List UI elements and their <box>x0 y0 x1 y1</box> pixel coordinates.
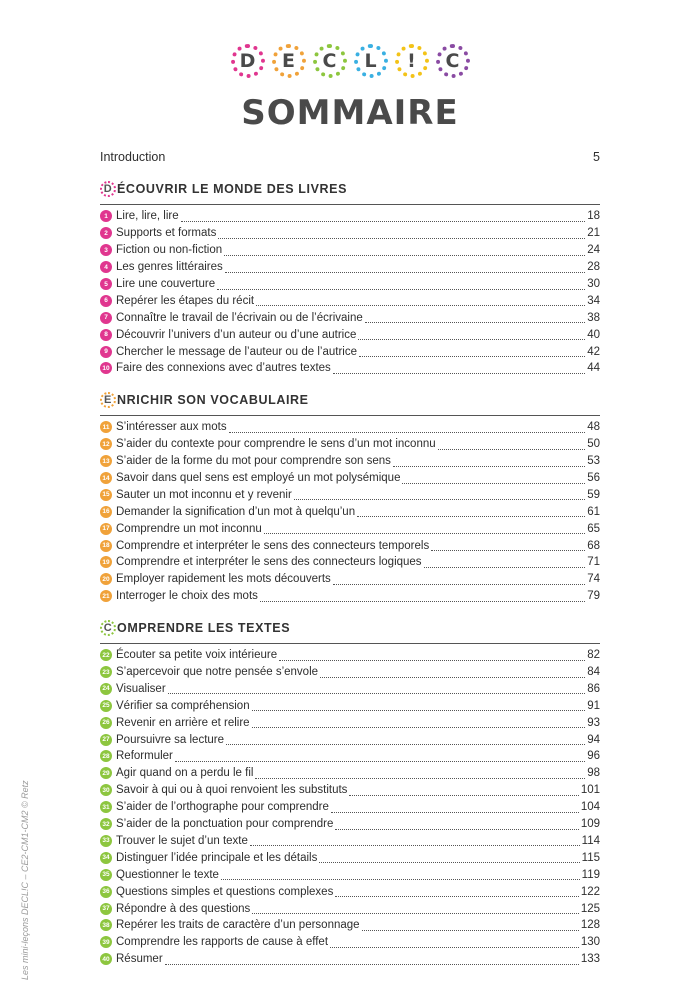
sections <box>100 178 600 968</box>
entry-label: S’aider de l’orthographe pour comprendre <box>116 801 329 814</box>
dot-leader <box>221 869 580 880</box>
entry-page: 24 <box>587 244 600 257</box>
entry-number-badge: 38 <box>100 919 112 931</box>
entry-number-badge: 2 <box>100 227 112 239</box>
entry-label: S’aider de la forme du mot pour comprendre son sens <box>116 455 391 468</box>
toc-entry <box>100 520 600 537</box>
section-divider <box>100 643 600 644</box>
toc-entry <box>100 537 600 554</box>
section-title: ÉCOUVRIR LE MONDE DES LIVRES <box>117 182 348 196</box>
entry-page: 109 <box>580 818 600 831</box>
dot-leader <box>333 574 585 585</box>
toc-entry <box>100 816 600 833</box>
logo-letter-badge <box>354 44 388 78</box>
toc-entry <box>100 470 600 487</box>
entry-page: 18 <box>587 210 600 223</box>
entry-page: 68 <box>587 539 600 552</box>
toc-entry <box>100 343 600 360</box>
entry-number-badge: 39 <box>100 936 112 948</box>
entry-number-badge: 9 <box>100 346 112 358</box>
intro-page: 5 <box>593 150 600 164</box>
entry-page: 30 <box>587 278 600 290</box>
intro-entry <box>100 148 600 166</box>
dot-leader <box>279 650 585 661</box>
entry-page: 38 <box>587 311 600 324</box>
entry-number-badge: 15 <box>100 489 112 501</box>
entry-label: Distinguer l’idée principale et les détails <box>116 851 318 864</box>
entry-page: 21 <box>587 227 600 240</box>
entry-number-badge: 21 <box>100 590 112 602</box>
toc-entry <box>100 833 600 850</box>
entry-number-badge: 32 <box>100 818 112 830</box>
logo-letter: E <box>277 49 301 73</box>
copyright-sidebar: Les mini-leçons DECL!C – CE2-CM1-CM2 © Retz <box>20 780 30 980</box>
entry-number-badge: 8 <box>100 329 112 341</box>
toc-entry <box>100 486 600 503</box>
entry-page: 61 <box>587 505 600 518</box>
dot-leader <box>330 937 579 948</box>
logo-letter-badge <box>395 44 429 78</box>
dot-leader <box>218 228 585 239</box>
entry-number-badge: 26 <box>100 717 112 729</box>
dot-leader <box>359 346 585 357</box>
section-title: NRICHIR SON VOCABULAIRE <box>117 392 309 407</box>
dot-leader <box>358 329 585 340</box>
entry-label: Visualiser <box>116 682 166 695</box>
entry-label: Comprendre les rapports de cause à effet <box>116 936 329 949</box>
logo-letter: D <box>236 49 260 73</box>
section-heading <box>100 617 600 639</box>
toc-entry <box>100 225 600 242</box>
entry-page: 104 <box>580 801 600 814</box>
entry-number-badge: 22 <box>100 649 112 661</box>
entry-page: 82 <box>587 649 600 662</box>
toc-entry <box>100 292 600 309</box>
toc-entry <box>100 571 600 588</box>
dot-leader <box>165 954 579 965</box>
dot-leader <box>252 717 586 728</box>
entry-label: Comprendre un mot inconnu <box>116 522 262 535</box>
toc-entry <box>100 588 600 605</box>
toc-entry <box>100 309 600 326</box>
entry-page: 122 <box>580 885 600 898</box>
entry-label: Questionner le texte <box>116 868 219 881</box>
entry-number-badge: 4 <box>100 261 112 273</box>
entry-page: 34 <box>587 294 600 307</box>
entry-label: Poursuivre sa lecture <box>116 733 225 746</box>
toc-entry <box>100 680 600 697</box>
toc-entry <box>100 951 600 968</box>
dot-leader <box>252 700 586 711</box>
dot-leader <box>225 262 585 273</box>
entry-page: 48 <box>587 421 600 434</box>
page-title: SOMMAIRE <box>241 93 459 133</box>
dot-leader <box>294 489 585 500</box>
logo-letter: ! <box>400 49 424 73</box>
entry-number-badge: 3 <box>100 244 112 256</box>
toc-entry <box>100 748 600 765</box>
entry-label: Savoir à qui ou à quoi renvoient les substituts <box>116 784 348 797</box>
logo-letter-badge <box>272 44 306 78</box>
table-of-contents <box>100 148 600 968</box>
section-letter-badge: E <box>100 392 116 408</box>
entry-label: Fiction ou non-fiction <box>116 244 223 257</box>
entry-number-badge: 29 <box>100 767 112 779</box>
toc-entry <box>100 714 600 731</box>
toc-entry <box>100 208 600 225</box>
entry-number-badge: 24 <box>100 683 112 695</box>
dot-leader <box>393 456 585 467</box>
entry-label: Connaître le travail de l’écrivain ou de l’écrivaine <box>116 311 363 324</box>
toc-entry <box>100 849 600 866</box>
dot-leader <box>168 683 586 694</box>
section-heading <box>100 178 600 200</box>
entry-label: Lire une couverture <box>116 278 216 290</box>
entry-page: 114 <box>581 834 600 847</box>
entry-label: Vérifier sa compréhension <box>116 699 250 712</box>
entry-label: Chercher le message de l’auteur ou de l’autrice <box>116 345 357 358</box>
entry-label: Trouver le sujet d’un texte <box>116 834 248 847</box>
toc-entry <box>100 934 600 951</box>
entry-label: Découvrir l’univers d’un auteur ou d’une autrice <box>116 328 357 341</box>
dot-leader <box>349 785 578 796</box>
entry-page: 42 <box>587 345 600 358</box>
entry-page: 84 <box>587 666 600 679</box>
entry-label: Les genres littéraires <box>116 261 223 274</box>
entry-label: Comprendre et interpréter le sens des connecteurs temporels <box>116 539 430 552</box>
entry-number-badge: 12 <box>100 438 112 450</box>
entry-page: 98 <box>587 767 600 780</box>
entry-page: 50 <box>587 438 600 451</box>
entry-page: 96 <box>587 750 600 763</box>
entry-label: Revenir en arrière et relire <box>116 716 250 729</box>
toc-entry <box>100 765 600 782</box>
entry-number-badge: 6 <box>100 295 112 307</box>
dot-leader <box>229 422 586 433</box>
entry-page: 44 <box>587 362 600 375</box>
entry-page: 56 <box>587 472 600 485</box>
section-title: OMPRENDRE LES TEXTES <box>117 620 291 635</box>
section-letter-badge: C <box>100 620 116 636</box>
entry-label: Lire, lire, lire <box>116 210 179 223</box>
entry-number-badge: 1 <box>100 210 112 222</box>
toc-entry <box>100 900 600 917</box>
entry-page: 133 <box>580 953 600 966</box>
entry-page: 128 <box>580 919 600 932</box>
entry-number-badge: 14 <box>100 472 112 484</box>
toc-entry <box>100 917 600 934</box>
entry-number-badge: 5 <box>100 278 112 290</box>
dot-leader <box>260 591 585 602</box>
declic-logo <box>0 44 700 78</box>
dot-leader <box>438 439 586 450</box>
entry-page: 91 <box>587 699 600 712</box>
toc-entry <box>100 453 600 470</box>
entry-page: 28 <box>587 261 600 274</box>
entry-label: Demander la signification d’un mot à quelqu’un <box>116 505 356 518</box>
logo-letter: C <box>441 49 465 73</box>
dot-leader <box>335 819 578 830</box>
toc-entry <box>100 731 600 748</box>
entry-label: Employer rapidement les mots découverts <box>116 573 331 586</box>
logo-letter: L <box>359 49 383 73</box>
entry-number-badge: 36 <box>100 886 112 898</box>
entry-label: Comprendre et interpréter le sens des connecteurs logiques <box>116 556 422 569</box>
dot-leader <box>431 540 585 551</box>
toc-entry <box>100 866 600 883</box>
entry-label: S’aider du contexte pour comprendre le sens d’un mot inconnu <box>116 438 436 451</box>
entry-number-badge: 27 <box>100 734 112 746</box>
logo-letter-badge <box>436 44 470 78</box>
toc-entry <box>100 419 600 436</box>
dot-leader <box>256 295 585 306</box>
entry-number-badge: 13 <box>100 455 112 467</box>
section-divider <box>100 204 600 205</box>
entry-label: Interroger le choix des mots <box>116 590 258 603</box>
entry-page: 71 <box>587 556 600 569</box>
section-heading <box>100 389 600 411</box>
dot-leader <box>181 211 586 222</box>
dot-leader <box>224 245 585 256</box>
dot-leader <box>424 557 586 568</box>
entry-number-badge: 19 <box>100 556 112 568</box>
entry-page: 53 <box>587 455 600 468</box>
toc-entry <box>100 326 600 343</box>
entry-label: Résumer <box>116 953 163 966</box>
section-letter-badge: D <box>100 181 116 197</box>
entry-label: Faire des connexions avec d’autres textes <box>116 362 331 375</box>
dot-leader <box>333 363 585 374</box>
dot-leader <box>252 903 579 914</box>
logo-letter-badge <box>231 44 265 78</box>
entry-number-badge: 40 <box>100 953 112 965</box>
entry-label: Questions simples et questions complexes <box>116 885 334 898</box>
entry-page: 101 <box>580 784 600 797</box>
toc-entry <box>100 554 600 571</box>
entry-number-badge: 18 <box>100 540 112 552</box>
dot-leader <box>255 768 585 779</box>
entry-label: S’aider de la ponctuation pour comprendre <box>116 818 334 831</box>
entry-number-badge: 20 <box>100 573 112 585</box>
dot-leader <box>175 751 585 762</box>
entry-number-badge: 23 <box>100 666 112 678</box>
entry-number-badge: 30 <box>100 784 112 796</box>
toc-entry <box>100 436 600 453</box>
entry-number-badge: 16 <box>100 506 112 518</box>
entry-page: 93 <box>587 716 600 729</box>
entry-label: Écouter sa petite voix intérieure <box>116 649 278 662</box>
dot-leader <box>362 920 579 931</box>
toc-entry <box>100 883 600 900</box>
toc-entry <box>100 259 600 276</box>
entry-label: Savoir dans quel sens est employé un mot polysémique <box>116 472 401 485</box>
entry-page: 65 <box>587 522 600 535</box>
toc-entry <box>100 782 600 799</box>
entry-number-badge: 34 <box>100 852 112 864</box>
entry-number-badge: 25 <box>100 700 112 712</box>
entry-label: S’apercevoir que notre pensée s’envole <box>116 666 319 679</box>
dot-leader <box>357 506 585 517</box>
entry-number-badge: 17 <box>100 523 112 535</box>
entry-number-badge: 35 <box>100 869 112 881</box>
dot-leader <box>264 523 585 534</box>
section-divider <box>100 415 600 416</box>
dot-leader <box>217 279 585 290</box>
entry-page: 125 <box>580 902 600 915</box>
entry-label: Sauter un mot inconnu et y revenir <box>116 488 292 501</box>
toc-entry <box>100 242 600 259</box>
logo-letter-badge <box>313 44 347 78</box>
toc-entry <box>100 276 600 293</box>
entry-number-badge: 10 <box>100 362 112 374</box>
entry-number-badge: 11 <box>100 421 112 433</box>
dot-leader <box>365 312 585 323</box>
entry-number-badge: 31 <box>100 801 112 813</box>
entry-label: Repérer les traits de caractère d’un personnage <box>116 919 360 932</box>
entry-page: 130 <box>580 936 600 949</box>
dot-leader <box>320 667 585 678</box>
entry-page: 79 <box>587 590 600 603</box>
entry-label: Répondre à des questions <box>116 902 251 915</box>
entry-label: Agir quand on a perdu le fil <box>116 767 254 780</box>
entry-label: Repérer les étapes du récit <box>116 294 255 307</box>
entry-page: 94 <box>587 733 600 746</box>
toc-entry <box>100 503 600 520</box>
entry-page: 86 <box>587 682 600 695</box>
intro-label: Introduction <box>100 150 166 164</box>
entry-page: 74 <box>587 573 600 586</box>
entry-label: Supports et formats <box>116 227 217 240</box>
entry-number-badge: 28 <box>100 750 112 762</box>
toc-entry <box>100 697 600 714</box>
toc-entry <box>100 360 600 377</box>
dot-leader <box>226 734 585 745</box>
entry-label: Reformuler <box>116 750 173 763</box>
logo-letter: C <box>318 49 342 73</box>
dot-leader <box>335 886 578 897</box>
entry-label: S’intéresser aux mots <box>116 421 227 434</box>
entry-number-badge: 7 <box>100 312 112 324</box>
dot-leader <box>331 802 579 813</box>
dot-leader <box>319 852 579 863</box>
dot-leader <box>250 835 580 846</box>
entry-page: 119 <box>581 868 600 881</box>
toc-entry <box>100 799 600 816</box>
entry-page: 115 <box>581 851 600 864</box>
entry-page: 59 <box>587 488 600 501</box>
entry-number-badge: 33 <box>100 835 112 847</box>
dot-leader <box>402 473 585 484</box>
toc-entry <box>100 647 600 664</box>
entry-number-badge: 37 <box>100 903 112 915</box>
toc-entry <box>100 664 600 681</box>
entry-page: 40 <box>587 328 600 341</box>
